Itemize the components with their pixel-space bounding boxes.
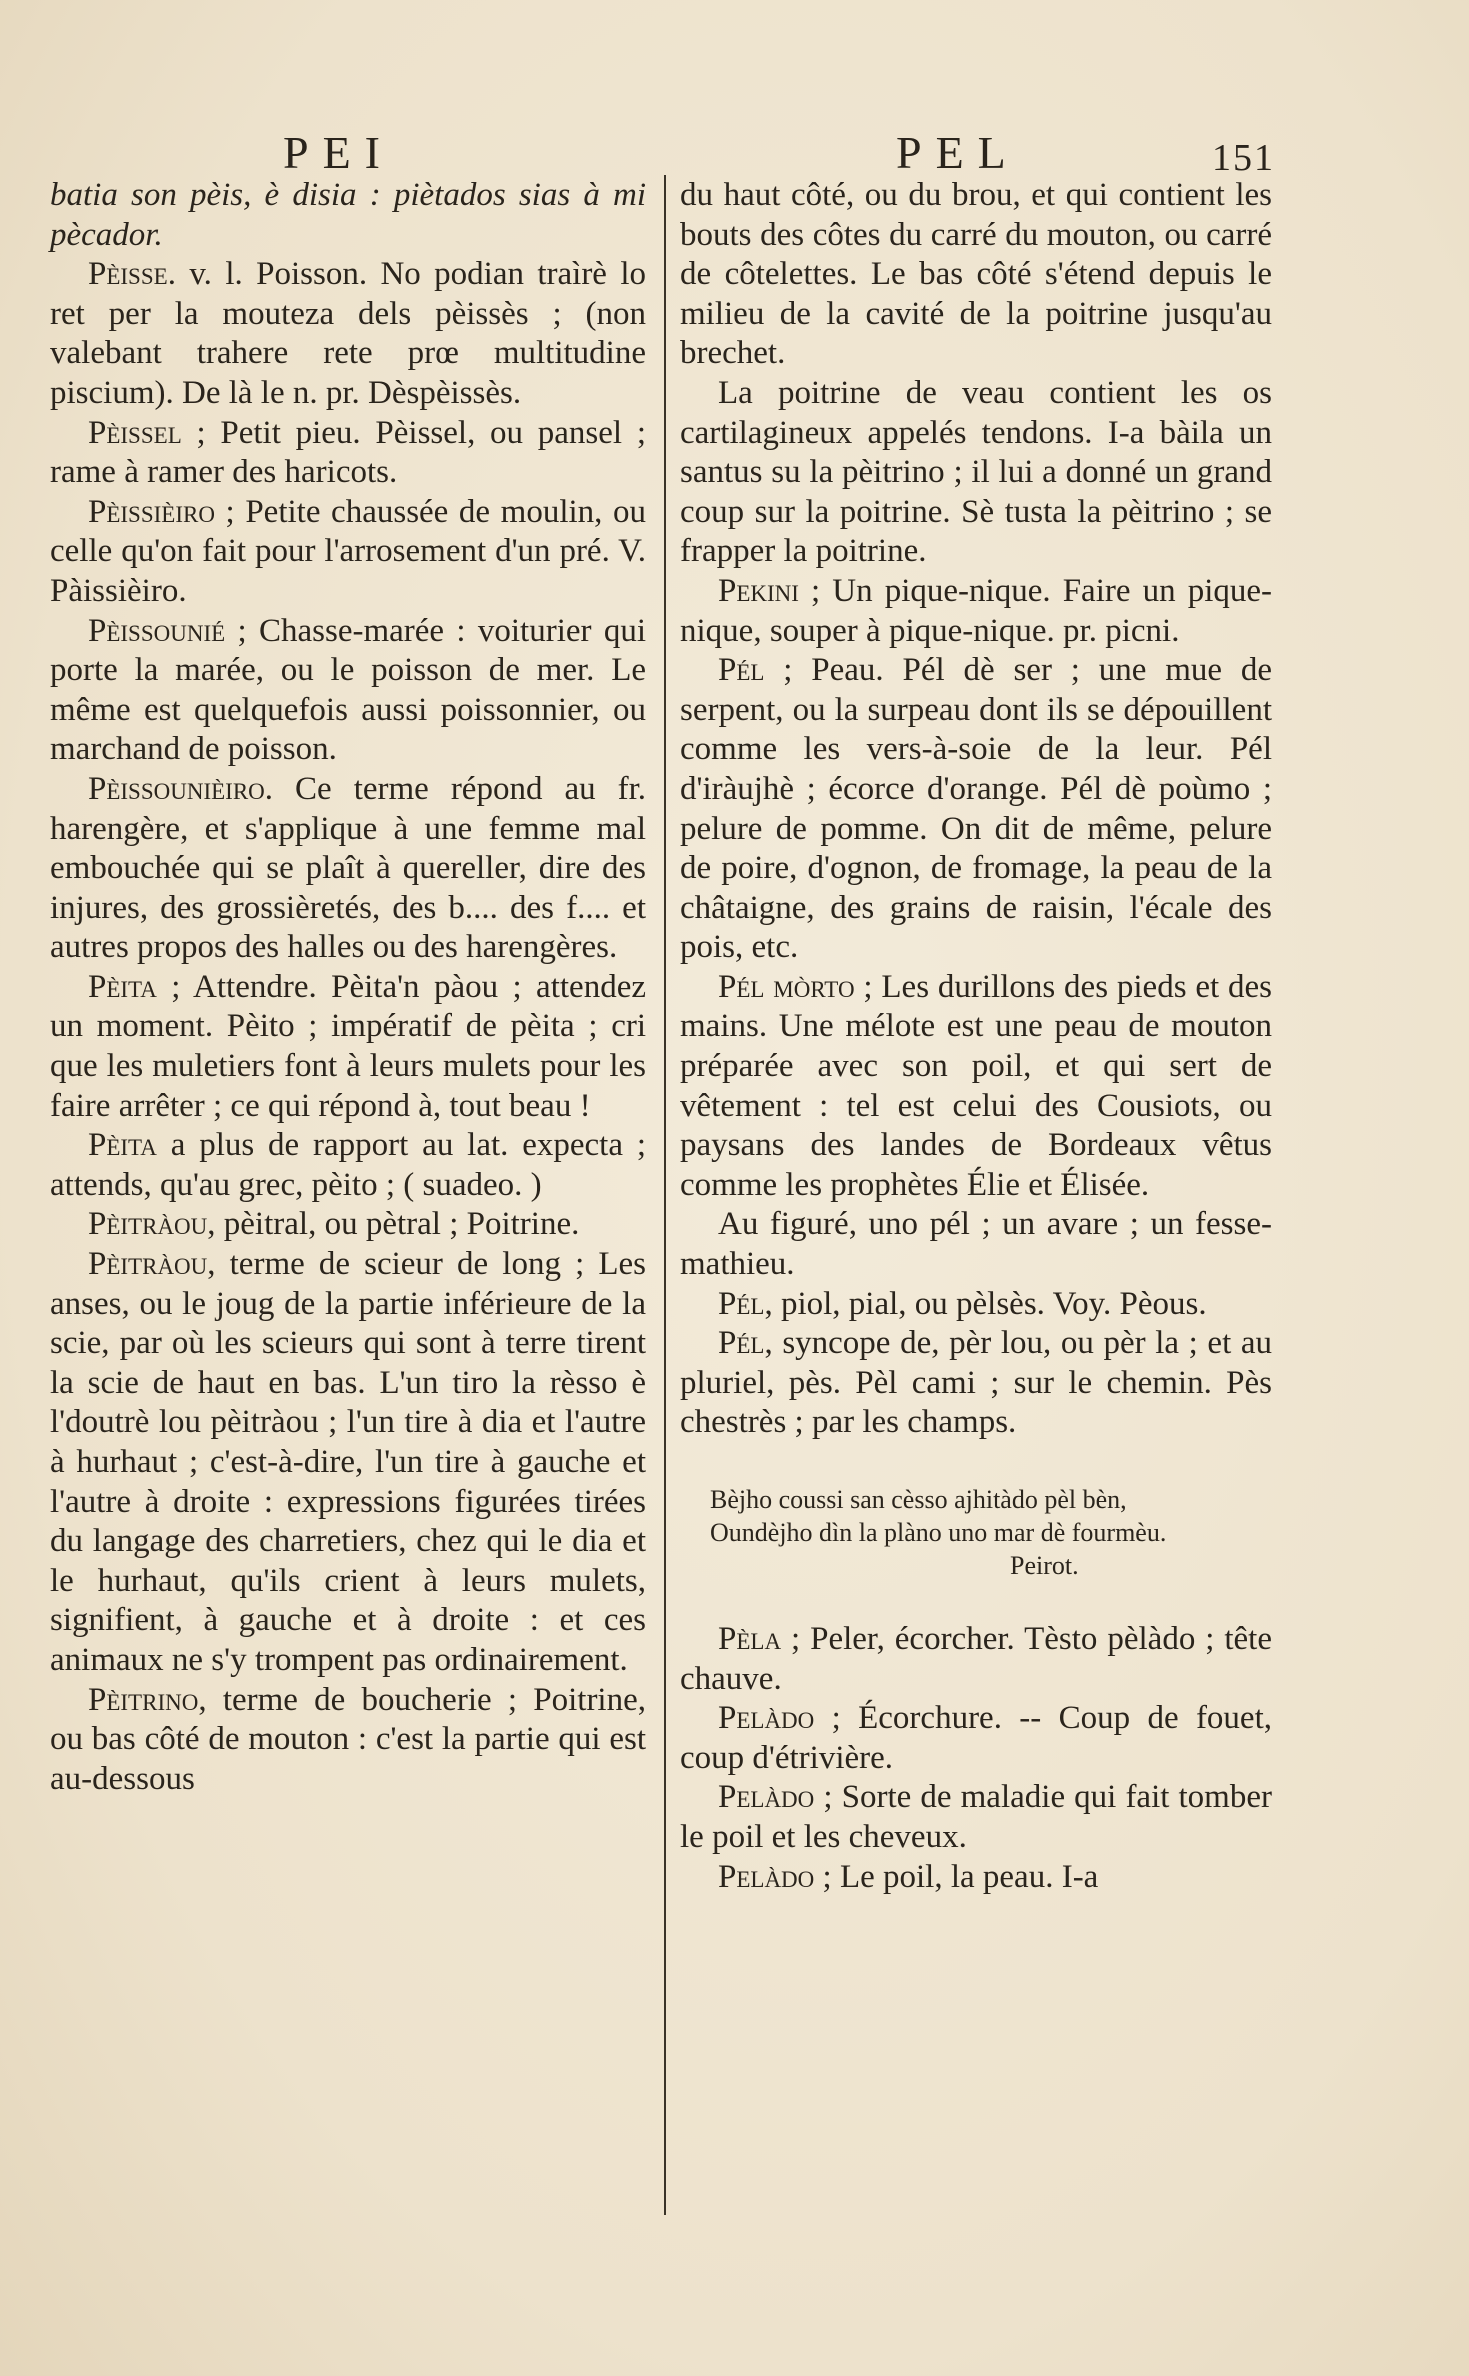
entry-definition: , piol, pial, ou pèlsès. Voy. Pèous. [764,1285,1207,1322]
entry-headword: Pèitràou [88,1206,208,1243]
dictionary-entry [680,1858,1272,1898]
entry-definition: ; Les durillons des pieds et des mains. Une mélote est une peau de mouton préparée avec son poil, et qui sert de vêtement : tel est celui des Cousiots, ou paysans des landes de Bordeaux vêtus comme les prophètes Élie et Élisée. [680,968,1273,1203]
entry-headword: Pél [718,652,765,689]
dictionary-entry [50,414,646,493]
entry-headword: Pél [718,1325,765,1362]
dictionary-entry [680,1620,1272,1699]
verse-quotation [680,1483,1272,1582]
entry-headword: Pèitrino [88,1681,199,1718]
entry-headword: Pèla [718,1621,782,1657]
entry-definition: ; Sorte de maladie qui fait tomber le poil et les cheveux. [680,1779,1272,1855]
dictionary-entry [680,651,1272,968]
entry-definition: , terme de boucherie ; Poitrine, ou bas côté de mouton : c'est la partie qui est au-dessous [50,1681,646,1797]
verse-line: Bèjho coussi san cèsso ajhitàdo pèl bèn, [710,1485,1127,1514]
dictionary-entry [680,1699,1272,1778]
left-column [50,176,646,1799]
entry-definition: , pèitral, ou pètral ; Poitrine. [207,1206,580,1243]
entry-headword: Pèisse. [88,256,176,293]
dictionary-entry [680,968,1272,1206]
entry-definition: ; Un pique-nique. Faire un pique-nique, souper à pique-nique. pr. picni. [680,572,1272,649]
left-running-head: PEI [283,127,394,178]
dictionary-entry: Au figuré, uno pél ; un avare ; un fesse-mathieu. [680,1206,1272,1283]
entry-definition: ; Petite chaussée de moulin, ou celle qu'on fait pour l'arrosement d'un pré. V. Pàissièiro. [50,493,646,609]
dictionary-entry [680,1285,1272,1325]
entry-definition: ; Peau. Pél dè ser ; une mue de serpent, ou la surpeau dont ils se dépouillent comme les vers-à-soie de la leur. Pél d'iràujhè ; écorce d'orange. Pél dè poùmo ; pelure de pomme. On dit de même, pelure de poire, d'ognon, de fromage, la peau de la châtaigne, des grains de raisin, l'écale des pois, etc. [680,652,1272,966]
entry-headword: Pèissounièiro. [88,770,274,807]
dictionary-entry [50,1681,646,1800]
entry-headword: Pelàdo [718,1779,815,1816]
dictionary-entry [50,1126,646,1205]
dictionary-entry [680,1778,1272,1857]
entry-headword: Pèitràou [88,1246,208,1283]
column-divider [664,175,666,2215]
entry-definition: ; Peler, écorcher. Tèsto pèlàdo ; tête chauve. [680,1621,1272,1697]
verse-author: Peirot. [1010,1551,1079,1580]
entry-continuation: du haut côté, ou du brou, et qui contient les bouts des côtes du carré du mouton, ou carré de côtelettes. Le bas côté s'étend depuis le milieu de la cavité de la poitrine jusqu'au brechet. [680,177,1272,372]
dictionary-entry [50,1245,646,1681]
entry-headword: Pèita [88,968,157,1005]
right-column [680,176,1272,1897]
entry-headword: Pèita [88,1127,157,1164]
dictionary-entry [50,255,646,413]
dictionary-entry [50,612,646,770]
entry-definition: v. l. Poisson. No podian traìrè lo ret per la mouteza dels pèissès ; (non valebant trahere rete prœ multitudine piscium). De là le n. pr. Dèspèissès. [50,256,646,411]
page-number: 151 [1212,137,1275,179]
dictionary-entry [680,1324,1272,1443]
entry-headword: Pél mòrto [718,968,855,1005]
entry-definition: a plus de rapport au lat. expecta ; attends, qu'au grec, pèito ; ( suadeo. ) [50,1127,646,1203]
entry-headword: Pelàdo [718,1700,815,1737]
entry-continuation: batia son pèis, è disia : piètados sias à mi pècador. [50,177,646,253]
entry-headword: Pèissounié [88,612,226,649]
entry-definition: ; Attendre. Pèita'n pàou ; attendez un moment. Pèito ; impératif de pèita ; cri que les muletiers font à leurs mulets pour les faire arrêter ; ce qui répond à, tout beau ! [50,968,646,1124]
entry-headword: Pèissièiro [88,493,215,530]
entry-headword: Pèissel [88,414,182,451]
dictionary-entry [680,572,1272,651]
entry-definition: , syncope de, pèr lou, ou pèr la ; et au pluriel, pès. Pèl cami ; sur le chemin. Pès chestrès ; par les champs. [680,1325,1272,1441]
dictionary-entry [50,1205,646,1245]
entry-definition: ; Petit pieu. Pèissel, ou pansel ; rame à ramer des haricots. [50,414,646,491]
entry-definition: ; Chasse-marée : voiturier qui porte la marée, ou le poisson de mer. Le même est quelquefois aussi poissonnier, ou marchand de poisson. [50,612,646,768]
entry-headword: Pekini [718,572,799,609]
entry-definition: Ce terme répond au fr. harengère, et s'applique à une femme mal embouchée qui se plaît à quereller, dire des injures, des grossièretés, des b.... des f.... et autres propos des halles ou des harengères. [50,770,646,966]
dictionary-entry [50,493,646,612]
entry-definition: ; Écorchure. -- Coup de fouet, coup d'étrivière. [680,1700,1272,1776]
entry-definition: ; Le poil, la peau. I-a [814,1858,1099,1895]
dictionary-entry: La poitrine de veau contient les os cartilagineux appelés tendons. I-a bàila un santus su la pèitrino ; il lui a donné un grand coup sur la poitrine. Sè tusta la pèitrino ; se frapper la poitrine. [680,374,1272,570]
entry-headword: Pél [718,1285,765,1322]
right-running-head: PEL [896,127,1020,178]
dictionary-entry [50,968,646,1126]
verse-line: Oundèjho dìn la plàno uno mar dè fourmèu. [710,1518,1167,1547]
dictionary-entry [50,770,646,968]
entry-headword: Pelàdo [718,1858,815,1895]
entry-definition: , terme de scieur de long ; Les anses, ou le joug de la partie inférieure de la scie, par où les scieurs qui sont à terre tirent la scie de haut en bas. L'un tiro la rèsso è l'doutrè lou pèitràou ; l'un tire à dia et l'autre à hurhaut ; c'est-à-dire, l'un tire à gauche et l'autre à droite : expressions figurées tirées du langage des charretiers, chez qui le dia et le hurhaut, qu'ils crient à leurs mulets, signifient, à gauche et à droite : et ces animaux ne s'y trompent pas ordinairement. [50,1246,646,1678]
